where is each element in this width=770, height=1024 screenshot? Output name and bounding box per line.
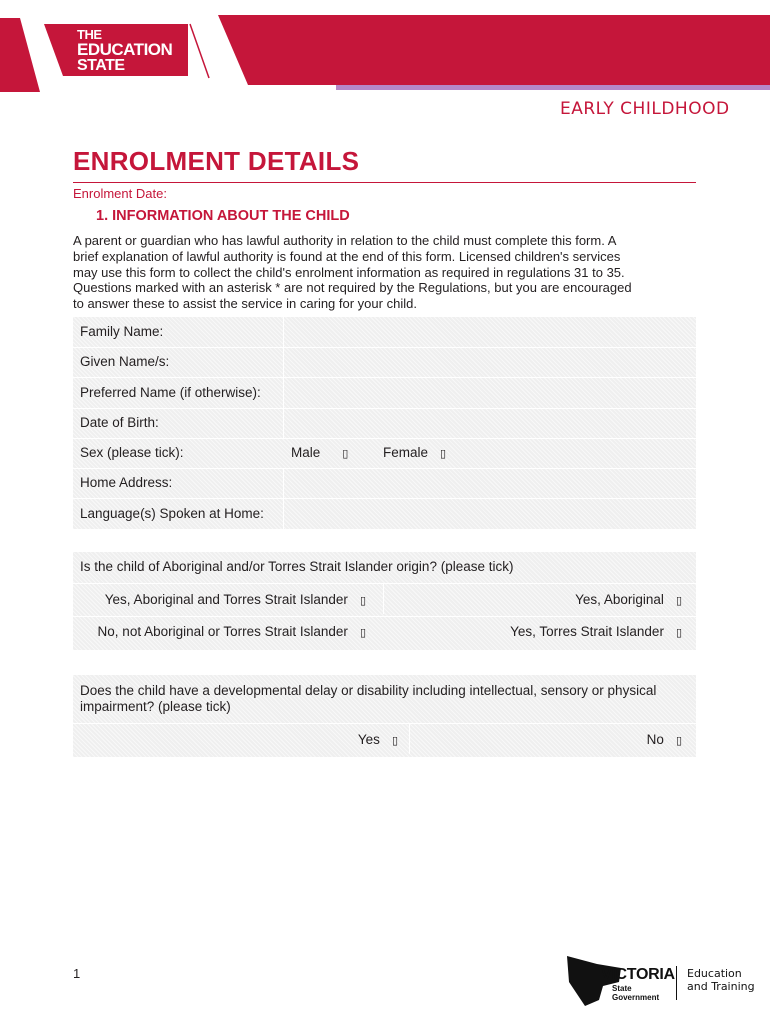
aboriginal-checkbox[interactable]: ▯	[675, 594, 682, 607]
aboriginal-label: Yes, Aboriginal	[575, 592, 664, 607]
banner-left-wedge	[0, 18, 40, 92]
section-heading: 1. INFORMATION ABOUT THE CHILD	[96, 208, 350, 224]
date-of-birth-field[interactable]	[283, 408, 697, 438]
home-address-field[interactable]	[283, 468, 697, 498]
aboriginal-and-tsi-label: Yes, Aboriginal and Torres Strait Islander	[104, 592, 348, 607]
disability-yes-checkbox[interactable]: ▯	[391, 734, 398, 747]
home-address-label: Home Address:	[80, 475, 173, 490]
row-separator	[73, 468, 696, 469]
intro-line: brief explanation of lawful authority is found at the end of this form. Licensed children's services	[73, 248, 621, 264]
torres-strait-islander-label: Yes, Torres Strait Islander	[510, 624, 664, 639]
not-aboriginal-checkbox[interactable]: ▯	[359, 626, 366, 639]
victoria-government-logo	[565, 952, 760, 1008]
option-torres-strait-islander[interactable]	[510, 624, 682, 639]
option-not-aboriginal[interactable]	[98, 624, 366, 639]
logo-line-education: EDUCATION	[77, 40, 173, 59]
intro-line: to answer these to assist the service in caring for your child.	[73, 296, 417, 312]
family-name-field[interactable]	[283, 317, 697, 347]
row-sex	[73, 438, 696, 468]
aboriginal-question: Is the child of Aboriginal and/or Torres Strait Islander origin? (please tick)	[80, 559, 514, 574]
languages-label: Language(s) Spoken at Home:	[80, 506, 264, 521]
banner-purple-stripe	[336, 85, 770, 90]
option-disability-yes[interactable]	[358, 732, 398, 747]
disability-no-checkbox[interactable]: ▯	[675, 734, 682, 747]
page-title: ENROLMENT DETAILS	[73, 146, 360, 176]
intro-line: may use this form to collect the child's enrolment information as required in regulations 31 to 35.	[73, 264, 625, 280]
disability-question-line-1: Does the child have a developmental delay or disability including intellectual, sensory or physical	[80, 683, 657, 698]
victoria-wordmark: VICTORIA	[601, 966, 675, 983]
date-of-birth-label: Date of Birth:	[80, 415, 159, 430]
logo-slash	[190, 24, 209, 78]
row-given-names	[73, 347, 696, 377]
row-preferred-name	[73, 378, 696, 408]
row-date-of-birth	[73, 408, 696, 438]
sex-option-female[interactable]	[383, 445, 446, 460]
not-aboriginal-label: No, not Aboriginal or Torres Strait Islander	[97, 624, 348, 639]
disability-no-label: No	[646, 732, 664, 747]
row-separator	[73, 498, 696, 499]
sex-option-male[interactable]	[291, 445, 348, 460]
logo-line-the: THE	[77, 27, 102, 42]
disability-question-line-2: impairment? (please tick)	[80, 699, 231, 714]
government-label: Government	[612, 993, 660, 1002]
enrolment-date-label: Enrolment Date:	[73, 186, 167, 201]
male-checkbox[interactable]: ▯	[342, 447, 349, 460]
sex-label: Sex (please tick):	[80, 445, 184, 460]
child-details-table	[73, 317, 696, 529]
row-separator	[73, 616, 696, 617]
department-line-1: Education	[687, 967, 742, 980]
female-checkbox[interactable]: ▯	[440, 447, 447, 460]
intro-paragraph	[73, 233, 698, 312]
intro-line: Questions marked with an asterisk * are not required by the Regulations, but you are encouraged	[73, 280, 632, 296]
female-label: Female	[383, 445, 429, 460]
preferred-name-label: Preferred Name (if otherwise):	[80, 385, 261, 400]
disability-yes-label: Yes	[357, 732, 380, 747]
title-rule	[73, 182, 696, 183]
banner-red-band	[218, 15, 770, 85]
given-names-label: Given Name/s:	[80, 354, 170, 369]
department-line-2: and Training	[687, 980, 755, 993]
row-languages	[73, 499, 696, 529]
disability-table	[73, 675, 696, 757]
option-aboriginal[interactable]	[575, 592, 682, 607]
family-name-label: Family Name:	[80, 324, 164, 339]
page-number: 1	[73, 966, 81, 981]
row-home-address	[73, 468, 696, 498]
logo-divider	[676, 966, 677, 1000]
row-separator	[73, 347, 696, 348]
row-separator	[73, 438, 696, 439]
row-separator	[73, 377, 696, 378]
torres-strait-islander-checkbox[interactable]: ▯	[675, 626, 682, 639]
given-names-field[interactable]	[283, 347, 697, 377]
intro-line: A parent or guardian who has lawful authority in relation to the child must complete this form. A	[73, 233, 617, 248]
section-label: EARLY CHILDHOOD	[560, 99, 730, 119]
aboriginal-origin-table	[73, 552, 696, 650]
state-label: State	[612, 984, 632, 993]
male-label: Male	[291, 445, 321, 460]
languages-field[interactable]	[283, 499, 697, 529]
logo-line-state: STATE	[77, 57, 125, 74]
option-disability-no[interactable]	[647, 732, 682, 747]
preferred-name-field[interactable]	[283, 378, 697, 408]
row-separator	[73, 408, 696, 409]
aboriginal-and-tsi-checkbox[interactable]: ▯	[359, 594, 366, 607]
option-aboriginal-and-tsi[interactable]	[105, 592, 366, 607]
row-family-name	[73, 317, 696, 347]
